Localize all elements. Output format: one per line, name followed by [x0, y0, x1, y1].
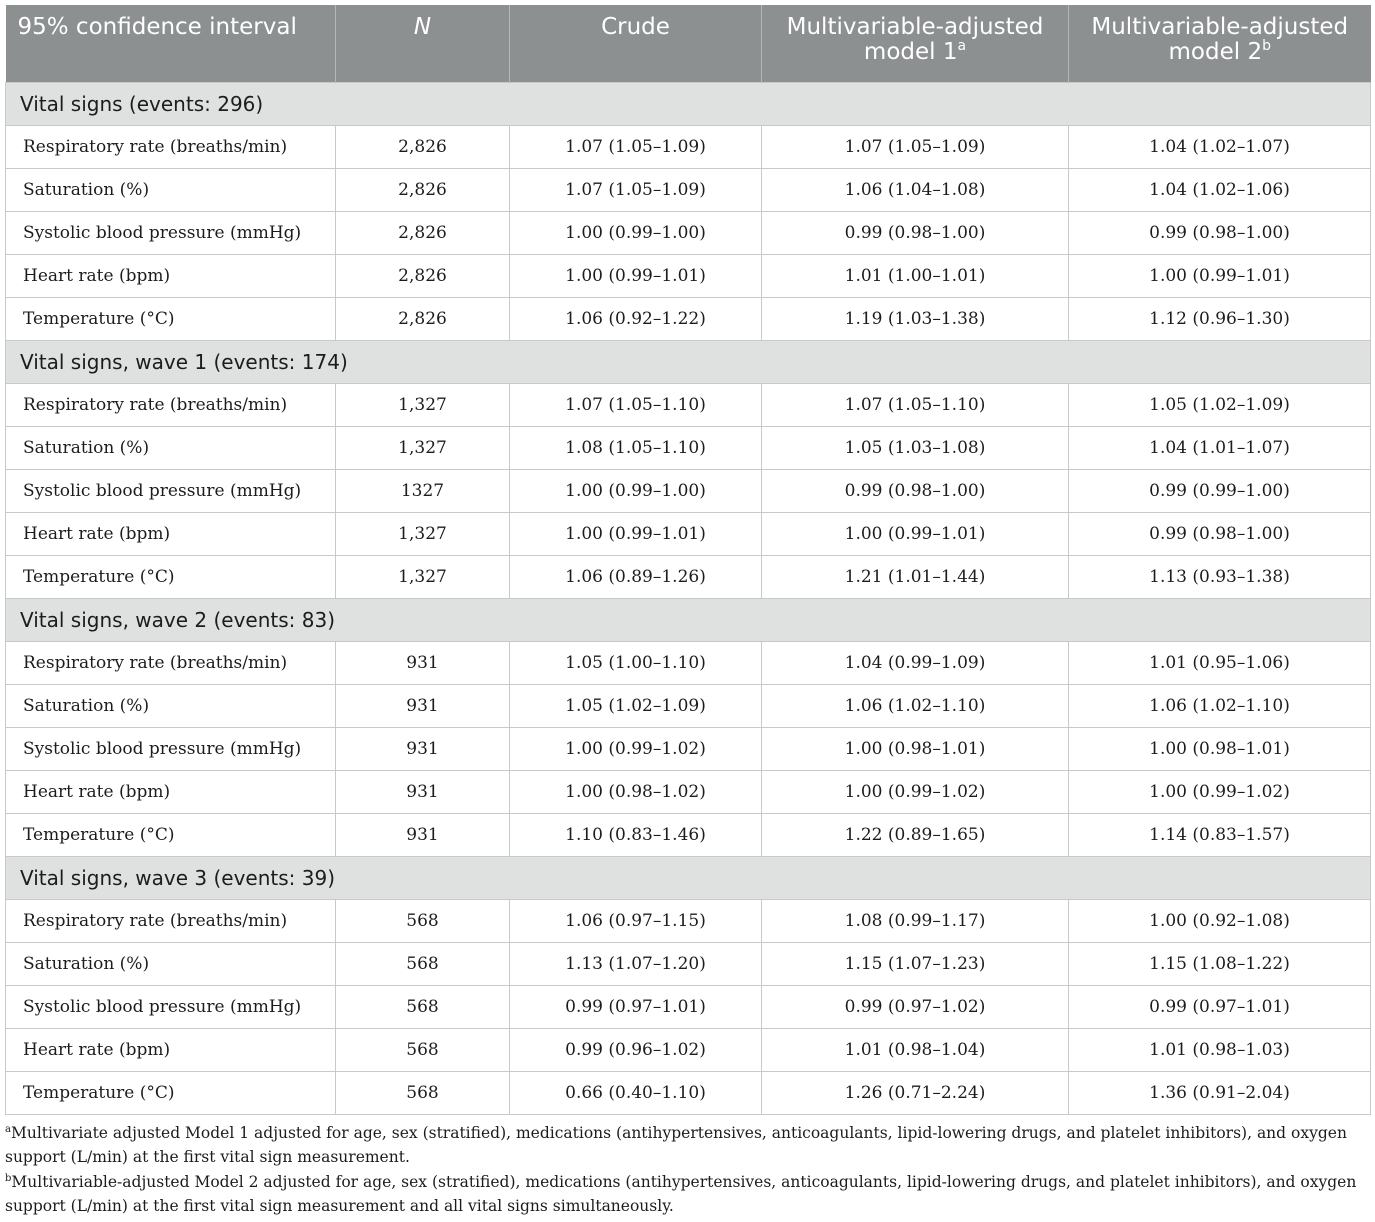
cell-model2: 1.04 (1.02–1.06)	[1069, 168, 1371, 211]
cell-n: 2,826	[336, 168, 510, 211]
cell-n: 931	[336, 813, 510, 856]
header-model1	[762, 5, 1069, 82]
cell-n: 568	[336, 942, 510, 985]
header-model2-label: Multivariable-adjusted model 2	[1091, 14, 1349, 65]
cell-model1: 1.00 (0.98–1.01)	[762, 727, 1069, 770]
cell-crude: 1.00 (0.99–1.00)	[510, 211, 762, 254]
cell-model2: 1.04 (1.02–1.07)	[1069, 125, 1371, 168]
cell-model1: 1.01 (0.98–1.04)	[762, 1028, 1069, 1071]
footnote-text: Multivariable-adjusted Model 2 adjusted for age, sex (stratified), medications (antihypertensives, anticoagulants, lipid-lowering drugs, and platelet inhibitors), and oxygen support (L/min) at the first vital sign measurement and all vital signs simultaneously.	[5, 1173, 1357, 1215]
header-row	[6, 5, 1371, 82]
cell-n: 1,327	[336, 555, 510, 598]
cell-model1: 1.07 (1.05–1.10)	[762, 383, 1069, 426]
cell-model2: 0.99 (0.97–1.01)	[1069, 985, 1371, 1028]
row-label: Respiratory rate (breaths/min)	[6, 641, 336, 684]
cell-model2: 1.14 (0.83–1.57)	[1069, 813, 1371, 856]
cell-crude: 1.00 (0.98–1.02)	[510, 770, 762, 813]
cell-crude: 1.00 (0.99–1.01)	[510, 512, 762, 555]
footnote-text: Multivariate adjusted Model 1 adjusted for age, sex (stratified), medications (antihypertensives, anticoagulants, lipid-lowering drugs, and platelet inhibitors), and oxygen support (L/min) at the first vital sign measurement.	[5, 1124, 1347, 1166]
row-label: Respiratory rate (breaths/min)	[6, 125, 336, 168]
cell-crude: 1.07 (1.05–1.10)	[510, 383, 762, 426]
section-title: Vital signs, wave 1 (events: 174)	[6, 340, 1371, 383]
cell-model1: 1.06 (1.02–1.10)	[762, 684, 1069, 727]
table-row	[6, 1028, 1371, 1071]
table-row	[6, 211, 1371, 254]
table-row	[6, 899, 1371, 942]
header-n: N	[336, 5, 510, 82]
header-crude: Crude	[510, 5, 762, 82]
cell-crude: 1.13 (1.07–1.20)	[510, 942, 762, 985]
table-row	[6, 254, 1371, 297]
row-label: Systolic blood pressure (mmHg)	[6, 985, 336, 1028]
cell-n: 568	[336, 1028, 510, 1071]
row-label: Heart rate (bpm)	[6, 254, 336, 297]
cell-model1: 1.21 (1.01–1.44)	[762, 555, 1069, 598]
cell-n: 1,327	[336, 512, 510, 555]
section-title: Vital signs (events: 296)	[6, 82, 1371, 125]
cell-crude: 1.06 (0.92–1.22)	[510, 297, 762, 340]
cell-model2: 1.01 (0.98–1.03)	[1069, 1028, 1371, 1071]
cell-crude: 1.07 (1.05–1.09)	[510, 168, 762, 211]
cell-model1: 1.00 (0.99–1.02)	[762, 770, 1069, 813]
cell-n: 2,826	[336, 125, 510, 168]
cell-model1: 1.08 (0.99–1.17)	[762, 899, 1069, 942]
cell-n: 931	[336, 770, 510, 813]
cell-n: 2,826	[336, 297, 510, 340]
section-title: Vital signs, wave 3 (events: 39)	[6, 856, 1371, 899]
row-label: Temperature (°C)	[6, 813, 336, 856]
cell-n: 568	[336, 1071, 510, 1114]
table-row	[6, 168, 1371, 211]
footnote-mark: a	[5, 1124, 11, 1135]
cell-crude: 0.66 (0.40–1.10)	[510, 1071, 762, 1114]
cell-crude: 1.07 (1.05–1.09)	[510, 125, 762, 168]
row-label: Heart rate (bpm)	[6, 770, 336, 813]
cell-crude: 1.05 (1.02–1.09)	[510, 684, 762, 727]
table-row	[6, 555, 1371, 598]
table-row	[6, 426, 1371, 469]
cell-n: 931	[336, 727, 510, 770]
table-row	[6, 469, 1371, 512]
table-row	[6, 770, 1371, 813]
table-row	[6, 641, 1371, 684]
footnote-b	[5, 1170, 1368, 1218]
cell-n: 931	[336, 641, 510, 684]
cell-model2: 1.06 (1.02–1.10)	[1069, 684, 1371, 727]
cell-n: 568	[336, 899, 510, 942]
header-model1-footnote-mark: a	[957, 38, 967, 54]
cell-model1: 1.26 (0.71–2.24)	[762, 1071, 1069, 1114]
cell-model2: 0.99 (0.99–1.00)	[1069, 469, 1371, 512]
cell-model1: 1.07 (1.05–1.09)	[762, 125, 1069, 168]
cell-n: 1327	[336, 469, 510, 512]
cell-crude: 1.00 (0.99–1.01)	[510, 254, 762, 297]
footnote-mark: b	[5, 1173, 12, 1184]
cell-crude: 1.06 (0.89–1.26)	[510, 555, 762, 598]
table-row	[6, 1071, 1371, 1114]
table-row	[6, 383, 1371, 426]
header-model1-label: Multivariable-adjusted model 1	[786, 14, 1044, 65]
cell-model2: 1.00 (0.92–1.08)	[1069, 899, 1371, 942]
cell-model1: 1.05 (1.03–1.08)	[762, 426, 1069, 469]
cell-n: 568	[336, 985, 510, 1028]
cell-crude: 1.00 (0.99–1.02)	[510, 727, 762, 770]
cell-model2: 1.04 (1.01–1.07)	[1069, 426, 1371, 469]
table-row	[6, 297, 1371, 340]
cell-model2: 1.00 (0.98–1.01)	[1069, 727, 1371, 770]
row-label: Temperature (°C)	[6, 555, 336, 598]
cell-crude: 1.06 (0.97–1.15)	[510, 899, 762, 942]
cell-model1: 1.15 (1.07–1.23)	[762, 942, 1069, 985]
row-label: Saturation (%)	[6, 426, 336, 469]
cell-model1: 1.19 (1.03–1.38)	[762, 297, 1069, 340]
results-table	[5, 5, 1371, 1115]
row-label: Heart rate (bpm)	[6, 1028, 336, 1071]
row-label: Respiratory rate (breaths/min)	[6, 899, 336, 942]
row-label: Temperature (°C)	[6, 297, 336, 340]
table-row	[6, 727, 1371, 770]
cell-model1: 1.04 (0.99–1.09)	[762, 641, 1069, 684]
section-row	[6, 598, 1371, 641]
table-row	[6, 942, 1371, 985]
cell-crude: 0.99 (0.97–1.01)	[510, 985, 762, 1028]
cell-n: 1,327	[336, 426, 510, 469]
table-row	[6, 125, 1371, 168]
section-row	[6, 340, 1371, 383]
section-row	[6, 856, 1371, 899]
header-model2-footnote-mark: b	[1262, 38, 1271, 54]
cell-model1: 0.99 (0.97–1.02)	[762, 985, 1069, 1028]
section-row	[6, 82, 1371, 125]
row-label: Saturation (%)	[6, 684, 336, 727]
row-label: Saturation (%)	[6, 942, 336, 985]
table-row	[6, 512, 1371, 555]
cell-model1: 0.99 (0.98–1.00)	[762, 469, 1069, 512]
row-label: Temperature (°C)	[6, 1071, 336, 1114]
table-row	[6, 985, 1371, 1028]
cell-model1: 1.22 (0.89–1.65)	[762, 813, 1069, 856]
row-label: Systolic blood pressure (mmHg)	[6, 469, 336, 512]
header-ci: 95% confidence interval	[6, 5, 336, 82]
cell-model2: 1.00 (0.99–1.02)	[1069, 770, 1371, 813]
cell-model2: 0.99 (0.98–1.00)	[1069, 211, 1371, 254]
footnotes	[5, 1121, 1368, 1219]
cell-crude: 0.99 (0.96–1.02)	[510, 1028, 762, 1071]
cell-model2: 0.99 (0.98–1.00)	[1069, 512, 1371, 555]
cell-model2: 1.15 (1.08–1.22)	[1069, 942, 1371, 985]
cell-crude: 1.00 (0.99–1.00)	[510, 469, 762, 512]
cell-model1: 1.00 (0.99–1.01)	[762, 512, 1069, 555]
row-label: Respiratory rate (breaths/min)	[6, 383, 336, 426]
row-label: Saturation (%)	[6, 168, 336, 211]
cell-crude: 1.05 (1.00–1.10)	[510, 641, 762, 684]
footnote-a	[5, 1121, 1368, 1169]
section-title: Vital signs, wave 2 (events: 83)	[6, 598, 1371, 641]
cell-crude: 1.08 (1.05–1.10)	[510, 426, 762, 469]
header-model2	[1069, 5, 1371, 82]
row-label: Systolic blood pressure (mmHg)	[6, 727, 336, 770]
table-row	[6, 684, 1371, 727]
table-row	[6, 813, 1371, 856]
cell-n: 931	[336, 684, 510, 727]
cell-model2: 1.01 (0.95–1.06)	[1069, 641, 1371, 684]
cell-model2: 1.12 (0.96–1.30)	[1069, 297, 1371, 340]
cell-n: 2,826	[336, 211, 510, 254]
cell-model2: 1.05 (1.02–1.09)	[1069, 383, 1371, 426]
row-label: Systolic blood pressure (mmHg)	[6, 211, 336, 254]
row-label: Heart rate (bpm)	[6, 512, 336, 555]
cell-model2: 1.00 (0.99–1.01)	[1069, 254, 1371, 297]
cell-model2: 1.36 (0.91–2.04)	[1069, 1071, 1371, 1114]
cell-n: 2,826	[336, 254, 510, 297]
cell-model1: 0.99 (0.98–1.00)	[762, 211, 1069, 254]
cell-model1: 1.01 (1.00–1.01)	[762, 254, 1069, 297]
cell-model1: 1.06 (1.04–1.08)	[762, 168, 1069, 211]
cell-n: 1,327	[336, 383, 510, 426]
cell-model2: 1.13 (0.93–1.38)	[1069, 555, 1371, 598]
cell-crude: 1.10 (0.83–1.46)	[510, 813, 762, 856]
